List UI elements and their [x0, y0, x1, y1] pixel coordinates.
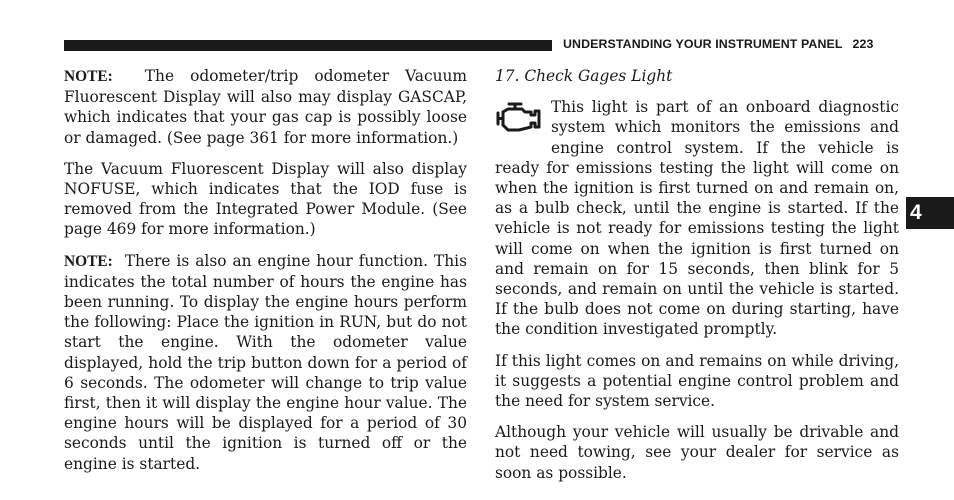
right-column: [495, 66, 899, 494]
section-title: UNDERSTANDING YOUR INSTRUMENT PANEL: [563, 37, 843, 51]
section-heading: 17. Check Gages Light: [495, 67, 673, 85]
check-engine-icon: [495, 101, 551, 139]
nofuse-paragraph: The Vacuum Fluorescent Display will also display NOFUSE, which indicates that the IOD fuse is removed from the Integrated Power Module. (See page 469 for more information.): [64, 159, 467, 239]
note-gascap: [64, 66, 467, 148]
service-paragraph: Although your vehicle will usually be drivable and not need towing, see your dealer for service as soon as possible.: [495, 423, 899, 482]
check-gages-description: [495, 97, 899, 339]
note-label: NOTE:: [64, 252, 113, 270]
note-text: The odometer/trip odometer Vacuum Fluorescent Display will also may display GASCAP, which indicates that your gas cap is possibly loose or damaged. (See page 361 for more information.): [64, 67, 467, 147]
note-text: There is also an engine hour function. This indicates the total number of hours the engine has been running. To display the engine hours perform the following: Place the ignition in RUN, but do not start the engine. With the odometer value displayed, hold the trip button down for a period of 6 seconds. The odometer will change to trip value first, then it will display the engine hour value. The engine hours will be displayed for a period of 30 seconds until the ignition is turned off or the engine is started.: [64, 251, 467, 473]
header-rule: [64, 40, 552, 51]
note-engine-hours: [64, 251, 467, 474]
left-column: [64, 66, 467, 485]
note-label: NOTE:: [64, 68, 113, 85]
description-text: This light is part of an onboard diagnostic system which monitors the emissions and engine control system. If the vehicle is ready for emissions testing the light will come on when the ignition is first turned on and remain on, as a bulb check, until the engine is started. If the vehicle is not ready for emissions testing the light will come on when the ignition is first turned on and remain on for 15 seconds, then blink for 5 seconds, and remain on until the vehicle is started. If the bulb does not come on during starting, have the condition investigated promptly.: [495, 98, 899, 339]
driving-paragraph: If this light comes on and remains on while driving, it suggests a potential engine control problem and the need for system service.: [495, 351, 899, 411]
chapter-tab: 4: [906, 197, 954, 229]
running-header: [563, 37, 874, 51]
page-number: 223: [852, 37, 874, 51]
